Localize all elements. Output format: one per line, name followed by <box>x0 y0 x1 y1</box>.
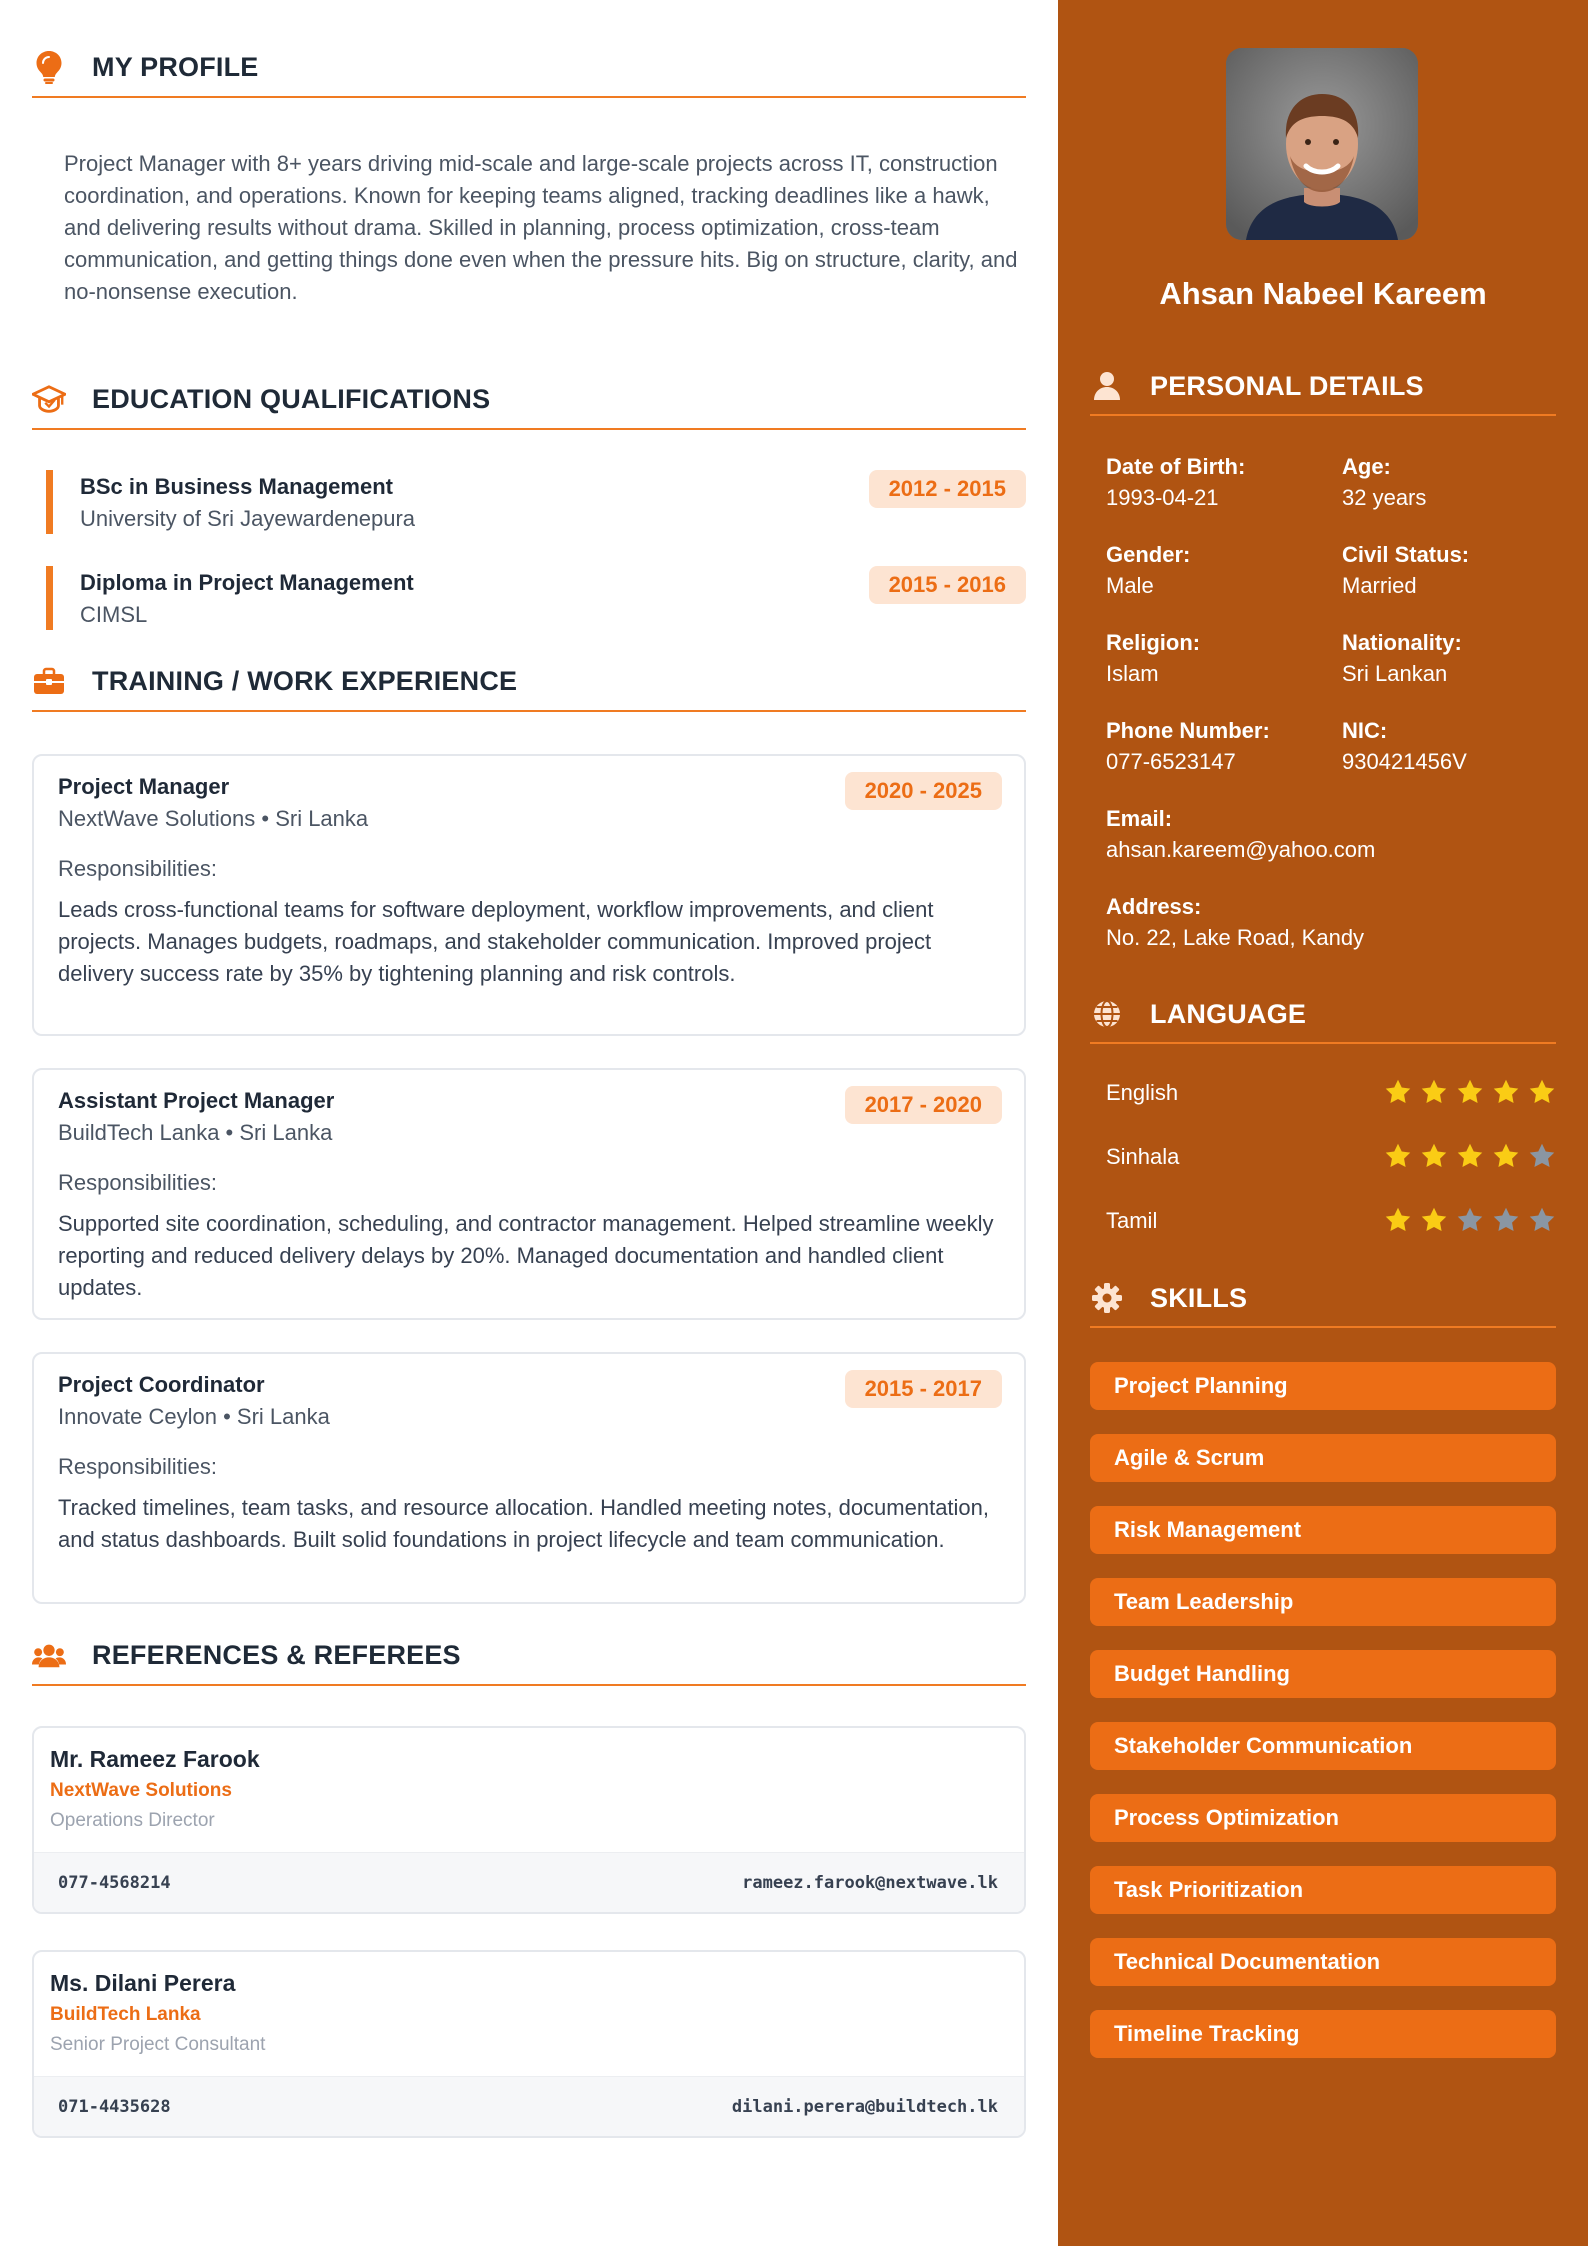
detail-value: ahsan.kareem@yahoo.com <box>1106 837 1376 862</box>
star-icon <box>1492 1206 1520 1234</box>
language-rating <box>1384 1078 1556 1106</box>
detail-label: Date of Birth: <box>1106 454 1246 479</box>
education-item <box>46 566 1026 630</box>
star-icon <box>1528 1206 1556 1234</box>
star-icon <box>1384 1078 1412 1106</box>
detail-label: NIC: <box>1342 718 1388 743</box>
detail-value: No. 22, Lake Road, Kandy <box>1106 925 1365 950</box>
star-icon <box>1420 1142 1448 1170</box>
detail-phone <box>1106 716 1336 778</box>
skill-tag: Agile & Scrum <box>1090 1434 1556 1482</box>
detail-value: 1993-04-21 <box>1106 485 1219 510</box>
section-title: SKILLS <box>1150 1282 1248 1313</box>
skill-tag: Project Planning <box>1090 1362 1556 1410</box>
detail-value: 32 years <box>1342 485 1427 510</box>
star-icon <box>1384 1206 1412 1234</box>
detail-label: Address: <box>1106 894 1202 919</box>
user-icon <box>1090 369 1124 403</box>
star-icon <box>1528 1078 1556 1106</box>
detail-label: Email: <box>1106 806 1173 831</box>
detail-civil-status <box>1342 540 1572 602</box>
graduation-cap-icon <box>32 382 66 416</box>
reference-contact-bar <box>34 2076 1024 2138</box>
job-company: BuildTech Lanka • Sri Lanka <box>58 1120 333 1145</box>
job-title: Assistant Project Manager <box>58 1088 335 1113</box>
briefcase-icon <box>32 664 66 698</box>
star-icon <box>1420 1206 1448 1234</box>
detail-label: Age: <box>1342 454 1391 479</box>
star-icon <box>1528 1142 1556 1170</box>
years-badge: 2012 - 2015 <box>869 470 1026 508</box>
referee-email: dilani.perera@buildtech.lk <box>731 2097 998 2117</box>
language-header <box>1090 986 1556 1044</box>
education-item <box>46 470 1026 534</box>
star-icon <box>1492 1078 1520 1106</box>
detail-age <box>1342 452 1572 514</box>
profile-summary: Project Manager with 8+ years driving mid-scale and large-scale projects across IT, construction coordination, and operations. Known for keeping teams aligned, tracking deadlines like a hawk, and delivering results without drama. Skilled in planning, process optimization, cross-team communication, and getting things done even when the pressure hits. Big on structure, clarity, and no-nonsense execution. <box>64 151 1018 304</box>
skill-tag: Risk Management <box>1090 1506 1556 1554</box>
skill-tag: Stakeholder Communication <box>1090 1722 1556 1770</box>
section-title: LANGUAGE <box>1150 998 1307 1029</box>
job-title: Project Coordinator <box>58 1372 265 1397</box>
references-section-header <box>32 1626 1026 1686</box>
section-title: REFERENCES & REFEREES <box>92 1639 461 1670</box>
detail-value: Islam <box>1106 661 1159 686</box>
reference-card <box>32 1950 1026 2138</box>
section-title: MY PROFILE <box>92 51 259 82</box>
institution: CIMSL <box>80 602 148 627</box>
referee-company: BuildTech Lanka <box>50 2004 201 2025</box>
degree-title: BSc in Business Management <box>80 474 393 499</box>
years-badge: 2020 - 2025 <box>845 772 1002 810</box>
skill-tag: Process Optimization <box>1090 1794 1556 1842</box>
job-description: Tracked timelines, team tasks, and resource allocation. Handled meeting notes, documentation, and status dashboards. Built solid foundations in project lifecycle and team communication. <box>58 1495 990 1552</box>
degree-title: Diploma in Project Management <box>80 570 414 595</box>
education-section-header <box>32 370 1026 430</box>
lightbulb-icon <box>32 50 66 84</box>
detail-religion <box>1106 628 1336 690</box>
detail-label: Phone Number: <box>1106 718 1270 743</box>
years-badge: 2015 - 2016 <box>869 566 1026 604</box>
skills-header <box>1090 1270 1556 1328</box>
detail-value: 077-6523147 <box>1106 749 1236 774</box>
job-card <box>32 754 1026 1036</box>
referee-role: Senior Project Consultant <box>50 2034 266 2055</box>
detail-label: Nationality: <box>1342 630 1462 655</box>
skill-tag: Timeline Tracking <box>1090 2010 1556 2058</box>
language-row <box>1106 1202 1556 1242</box>
section-title: EDUCATION QUALIFICATIONS <box>92 383 491 414</box>
experience-section-header <box>32 652 1026 712</box>
profile-section-header <box>32 38 1026 98</box>
detail-nic <box>1342 716 1572 778</box>
referee-company: NextWave Solutions <box>50 1780 232 1801</box>
job-card <box>32 1352 1026 1604</box>
institution: University of Sri Jayewardenepura <box>80 506 416 531</box>
skill-tag: Technical Documentation <box>1090 1938 1556 1986</box>
detail-value: 930421456V <box>1342 749 1467 774</box>
detail-label: Gender: <box>1106 542 1191 567</box>
job-title: Project Manager <box>58 774 230 799</box>
language-rating <box>1384 1206 1556 1234</box>
language-rating <box>1384 1142 1556 1170</box>
detail-label: Religion: <box>1106 630 1201 655</box>
job-card <box>32 1068 1026 1320</box>
users-icon <box>32 1638 66 1672</box>
years-badge: 2015 - 2017 <box>845 1370 1002 1408</box>
responsibilities-label: Responsibilities: <box>58 856 217 881</box>
job-description: Leads cross-functional teams for software deployment, workflow improvements, and client projects. Manages budgets, roadmaps, and stakeholder communication. Improved project delivery success rate by 35% by tightening planning and risk controls. <box>58 897 934 986</box>
detail-value: Sri Lankan <box>1342 661 1448 686</box>
responsibilities-label: Responsibilities: <box>58 1454 217 1479</box>
detail-nationality <box>1342 628 1572 690</box>
years-badge: 2017 - 2020 <box>845 1086 1002 1124</box>
detail-label: Civil Status: <box>1342 542 1470 567</box>
star-icon <box>1384 1142 1412 1170</box>
star-icon <box>1420 1078 1448 1106</box>
language-row <box>1106 1074 1556 1114</box>
reference-card <box>32 1726 1026 1914</box>
globe-icon <box>1090 997 1124 1031</box>
referee-email: rameez.farook@nextwave.lk <box>742 1873 998 1893</box>
detail-gender <box>1106 540 1336 602</box>
referee-name: Mr. Rameez Farook <box>50 1746 260 1772</box>
responsibilities-label: Responsibilities: <box>58 1170 217 1195</box>
reference-contact-bar <box>34 1852 1024 1914</box>
detail-value: Married <box>1342 573 1417 598</box>
skill-tag: Team Leadership <box>1090 1578 1556 1626</box>
job-company: NextWave Solutions • Sri Lanka <box>58 806 369 831</box>
gear-icon <box>1090 1281 1124 1315</box>
star-icon <box>1456 1142 1484 1170</box>
section-title: PERSONAL DETAILS <box>1150 370 1424 401</box>
language-row <box>1106 1138 1556 1178</box>
person-name: Ahsan Nabeel Kareem <box>1159 276 1487 311</box>
skill-tag: Budget Handling <box>1090 1650 1556 1698</box>
star-icon <box>1456 1206 1484 1234</box>
referee-phone: 077-4568214 <box>58 1873 171 1893</box>
detail-value: Male <box>1106 573 1154 598</box>
language-name: Tamil <box>1106 1208 1158 1233</box>
personal-details-header <box>1090 358 1556 416</box>
job-company: Innovate Ceylon • Sri Lanka <box>58 1404 330 1429</box>
star-icon <box>1456 1078 1484 1106</box>
profile-photo <box>1226 48 1418 240</box>
detail-email <box>1106 804 1376 866</box>
detail-date-of-birth <box>1106 452 1336 514</box>
job-description: Supported site coordination, scheduling, and contractor management. Helped streamline weekly reporting and reduced delivery delays by 20%. Managed documentation and handled client updates. <box>58 1211 994 1300</box>
sidebar <box>1058 0 1588 2246</box>
section-title: TRAINING / WORK EXPERIENCE <box>92 665 518 696</box>
detail-address <box>1106 892 1365 954</box>
referee-name: Ms. Dilani Perera <box>50 1970 236 1996</box>
star-icon <box>1492 1142 1520 1170</box>
referee-role: Operations Director <box>50 1810 215 1831</box>
language-name: Sinhala <box>1106 1144 1180 1169</box>
skill-tag: Task Prioritization <box>1090 1866 1556 1914</box>
referee-phone: 071-4435628 <box>58 2097 171 2117</box>
language-name: English <box>1106 1080 1179 1105</box>
